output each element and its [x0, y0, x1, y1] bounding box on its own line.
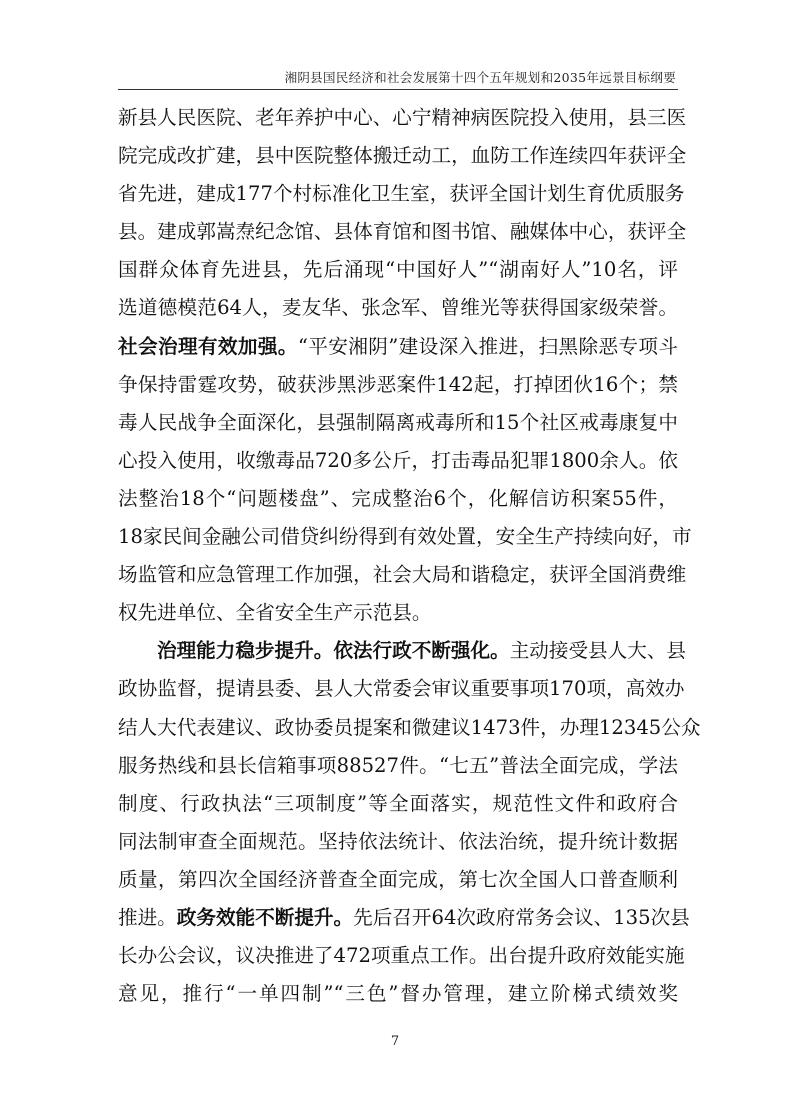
- text-line: 制度、行政执法“三项制度”等全面落实，规范性文件和政府合: [118, 791, 678, 815]
- text-line: 选道德模范64人，麦友华、张念军、曾维光等获得国家级荣誉。: [118, 296, 678, 320]
- text-line: 县。建成郭嵩焘纪念馆、县体育馆和图书馆、融媒体中心，获评全: [118, 220, 687, 244]
- text-line: [118, 632, 687, 670]
- text-line: 意见，推行“一单四制”“三色”督办管理，建立阶梯式绩效奖: [118, 982, 678, 1006]
- section-heading: 治理能力稳步提升。依法行政不断强化。: [157, 639, 510, 663]
- text-line: 政协监督，提请县委、县人大常委会审议重要事项170项，高效办: [118, 677, 685, 701]
- section-heading: 政务效能不断提升。: [176, 905, 354, 929]
- text-run: “平安湘阴”建设深入推进，扫黑除恶专项斗: [297, 334, 678, 358]
- text-line: [118, 328, 678, 366]
- text-run: 推进。: [118, 905, 177, 929]
- text-run: 主动接受县人大、县: [509, 639, 687, 663]
- text-line: 场监管和应急管理工作加强，社会大局和谐稳定，获评全国消费维: [118, 563, 687, 587]
- text-line: 18家民间金融公司借贷纠纷得到有效处置，安全生产持续向好，市: [118, 525, 692, 549]
- text-line: 院完成改扩建，县中医院整体搬迁动工，血防工作连续四年获评全: [118, 144, 687, 168]
- text-line: 省先进，建成177个村标准化卫生室，获评全国计划生育优质服务: [118, 182, 685, 206]
- text-line: 长办公会议，议决推进了472项重点工作。出台提升政府效能实施: [118, 944, 685, 968]
- text-line: 服务热线和县长信箱事项88527件。“七五”普法全面完成，学法: [118, 753, 678, 777]
- text-line: 心投入使用，收缴毒品720多公斤，打击毒品犯罪1800余人。依: [118, 448, 678, 472]
- text-line: 国群众体育先进县，先后涌现“中国好人”“湖南好人”10名，评: [118, 258, 678, 282]
- text-line: 争保持雷霆攻势，破获涉黑涉恶案件142起，打掉团伙16个；禁: [118, 372, 678, 396]
- running-header: 湘阴县国民经济和社会发展第十四个五年规划和2035年远景目标纲要: [284, 70, 676, 85]
- text-line: 法整治18个“问题楼盘”、完成整治6个，化解信访积案55件，: [118, 486, 678, 510]
- text-line: 新县人民医院、老年养护中心、心宁精神病医院投入使用，县三医: [118, 106, 687, 129]
- text-line: 毒人民战争全面深化，县强制隔离戒毒所和15个社区戒毒康复中: [118, 410, 678, 434]
- text-line: 权先进单位、全省安全生产示范县。: [118, 601, 432, 625]
- header-rule: [118, 89, 678, 90]
- text-run: 先后召开64次政府常务会议、135次县: [353, 905, 690, 929]
- body-text: [118, 99, 701, 1013]
- text-line: 同法制审查全面规范。坚持依法统计、依法治统，提升统计数据: [118, 829, 678, 853]
- text-line: [118, 899, 690, 937]
- text-line: 质量，第四次全国经济普查全面完成，第七次全国人口普查顺利: [118, 867, 678, 891]
- page-number: 7: [390, 1034, 400, 1049]
- text-line: 结人大代表建议、政协委员提案和微建议1473件，办理12345公众: [118, 715, 701, 739]
- section-heading: 社会治理有效加强。: [118, 334, 298, 358]
